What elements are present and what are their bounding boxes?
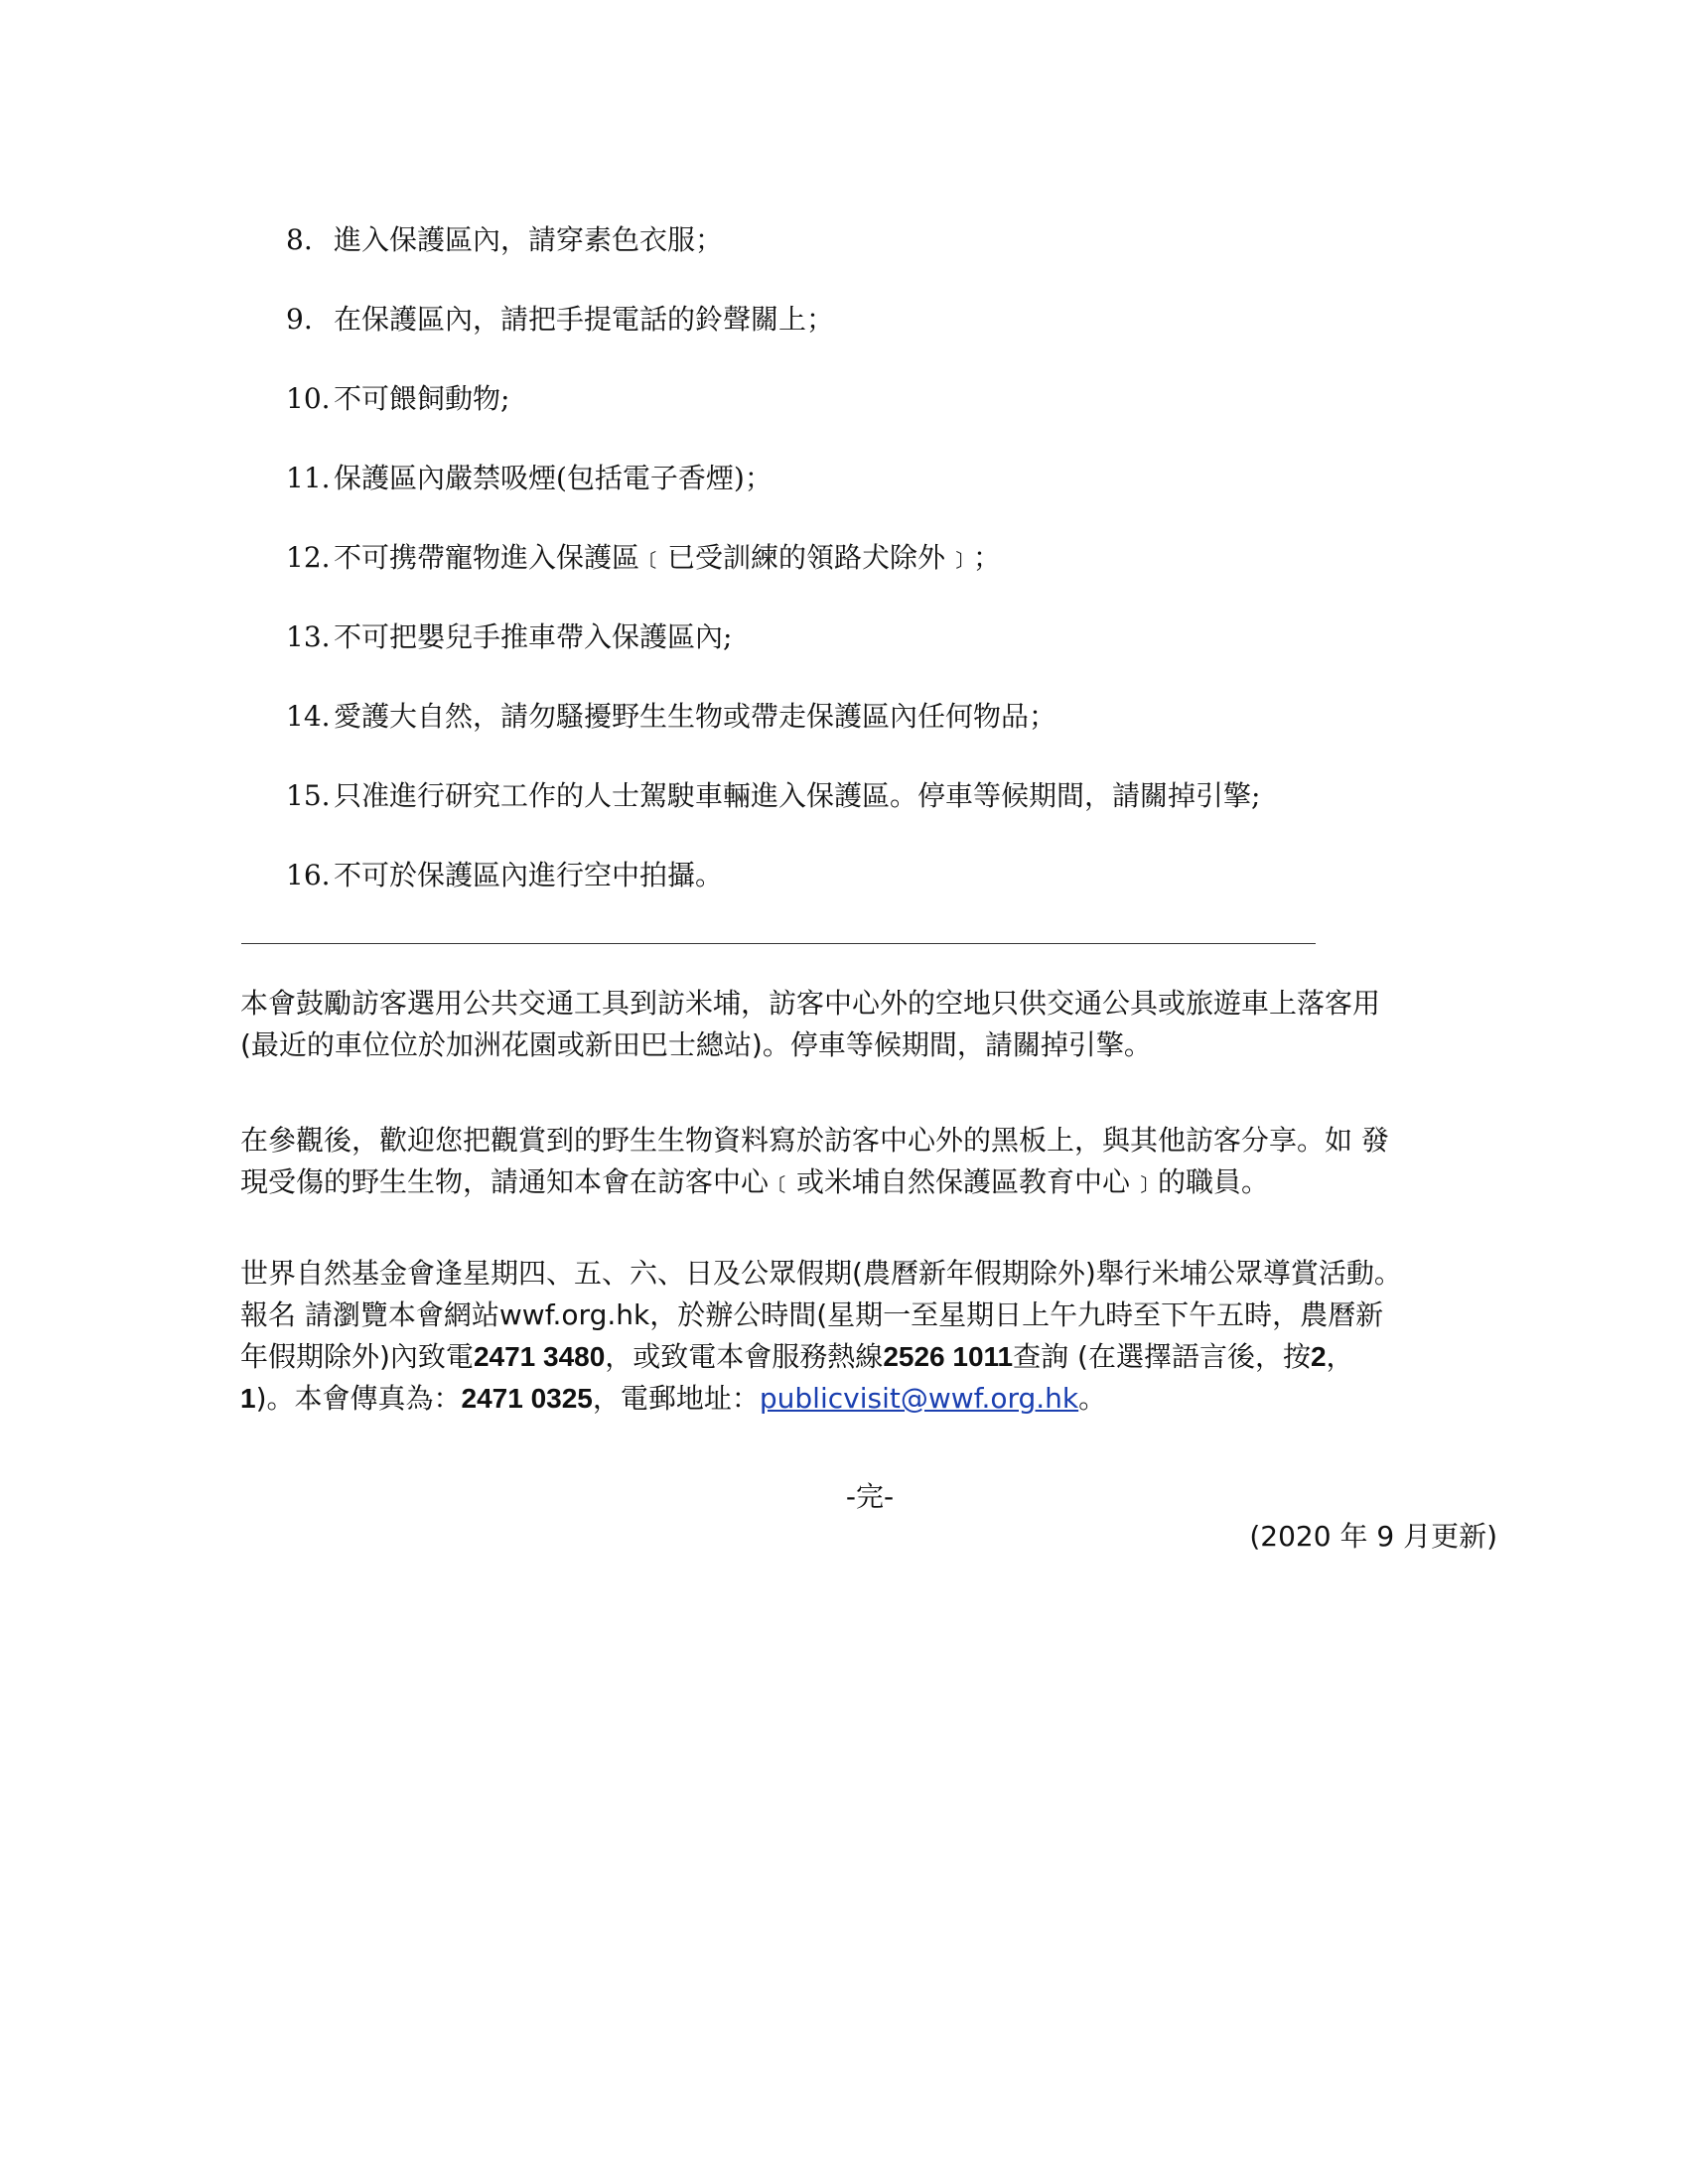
rule-number: 11. (286, 462, 331, 494)
rule-number: 13. (286, 620, 331, 653)
section-divider (241, 943, 1316, 944)
tours-line-4 (240, 1378, 1531, 1420)
email-link[interactable]: publicvisit@wwf.org.hk (759, 1382, 1079, 1415)
tours-line-3-text-b: ，或致電本會服務熱線 (605, 1340, 884, 1373)
rule-text: 不可携帶寵物進入保護區﹝已受訓練的領路犬除外﹞； (334, 541, 1002, 574)
tours-paragraph (240, 1253, 1531, 1420)
rule-text: 愛護大自然，請勿騷擾野生生物或帶走保護區內任何物品； (334, 700, 1057, 733)
rule-item (286, 538, 1497, 617)
transport-line-2: (最近的車位位於加洲花園或新田巴士總站)。停車等候期間，請關掉引擎。 (240, 1028, 1152, 1061)
tours-line-3-text-d: ， (1326, 1340, 1354, 1373)
rule-text: 不可於保護區內進行空中拍攝。 (334, 859, 724, 891)
tours-line-3-text-a: 年假期除外)內致電 (240, 1340, 474, 1373)
rule-number: 10. (286, 382, 331, 415)
rules-list (286, 220, 1497, 935)
tours-line-3 (240, 1336, 1531, 1378)
updated-date: (2020 年 9 月更新) (1249, 1520, 1497, 1553)
hotline-key-a: 2 (1310, 1341, 1327, 1372)
rule-item (286, 776, 1497, 856)
rule-item (286, 459, 1497, 538)
share-line-2: 現受傷的野生生物，請通知本會在訪客中心﹝或米埔自然保護區教育中心﹞的職員。 (240, 1165, 1270, 1198)
rule-item (286, 300, 1497, 379)
rule-text: 不可餵飼動物; (334, 382, 510, 415)
tours-line-3-text-c: 查詢 (在選擇語言後，按 (1013, 1340, 1311, 1373)
rule-text: 只准進行研究工作的人士駕駛車輛進入保護區。停車等候期間，請關掉引擎; (334, 779, 1261, 812)
tours-line-4-text-b: ，電郵地址： (592, 1382, 760, 1415)
rule-item (286, 379, 1497, 459)
rule-item (286, 617, 1497, 697)
rule-number: 15. (286, 779, 331, 812)
phone-number-hotline: 2526 1011 (883, 1341, 1014, 1372)
transport-line-1: 本會鼓勵訪客選用公共交通工具到訪米埔，訪客中心外的空地只供交通公具或旅遊車上落客用 (240, 987, 1381, 1020)
rule-number: 9. (286, 303, 313, 336)
hotline-key-b: 1 (240, 1383, 256, 1414)
rule-item (286, 220, 1497, 300)
tours-line-4-text-a: )。本會傳真為： (255, 1382, 462, 1415)
rule-text: 不可把嬰兒手推車帶入保護區內; (334, 620, 733, 653)
phone-number-office: 2471 3480 (473, 1341, 606, 1372)
rule-number: 8. (286, 223, 313, 256)
share-line-1: 在參觀後，歡迎您把觀賞到的野生生物資料寫於訪客中心外的黑板上，與其他訪客分享。如 發 (240, 1124, 1389, 1157)
rule-number: 16. (286, 859, 331, 891)
tours-line-1: 世界自然基金會逢星期四、五、六、日及公眾假期(農曆新年假期除外)舉行米埔公眾導賞活動。 (240, 1257, 1402, 1290)
rule-number: 12. (286, 541, 331, 574)
rule-text: 在保護區內，請把手提電話的鈴聲關上； (334, 303, 835, 336)
share-paragraph (240, 1120, 1531, 1203)
tours-line-2: 報名 請瀏覽本會網站wwf.org.hk，於辦公時間(星期一至星期日上午九時至下午五時，農曆新 (240, 1298, 1384, 1331)
transport-paragraph (240, 983, 1531, 1066)
end-mark: -完- (845, 1480, 895, 1513)
fax-number: 2471 0325 (461, 1383, 593, 1414)
rule-item (286, 697, 1497, 776)
rule-number: 14. (286, 700, 331, 733)
tours-line-4-text-c: 。 (1078, 1382, 1107, 1415)
rule-text: 進入保護區內，請穿素色衣服； (334, 223, 724, 256)
rule-text: 保護區內嚴禁吸煙(包括電子香煙)； (334, 462, 773, 494)
rule-item (286, 856, 1497, 935)
